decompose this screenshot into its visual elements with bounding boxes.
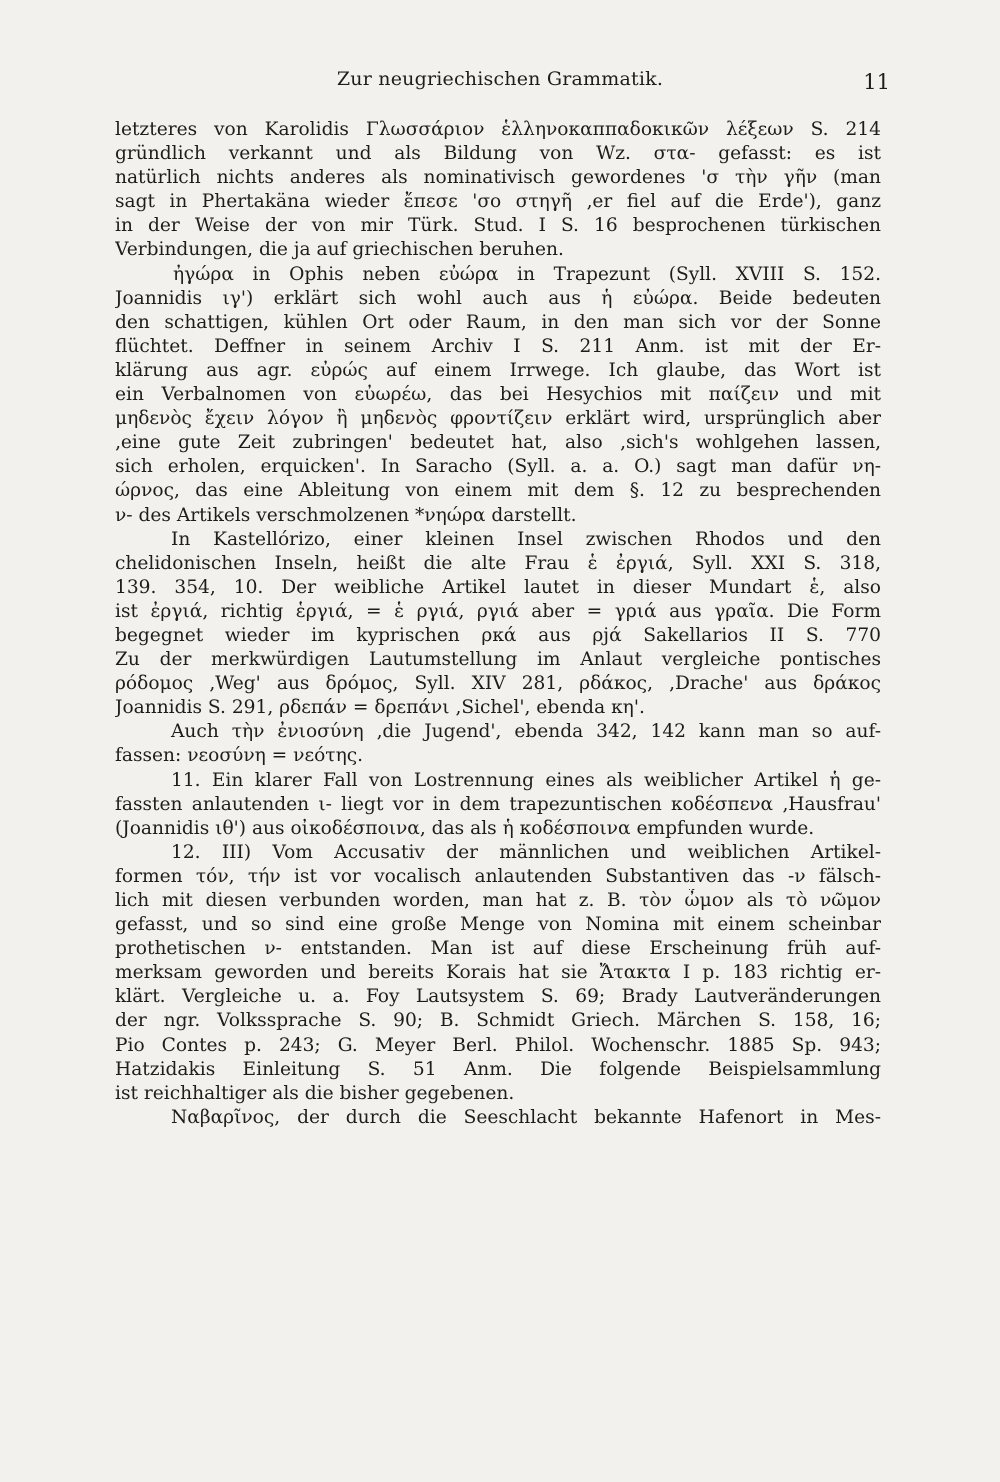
text-line: gefasst, und so sind eine große Menge von Nomina mit einem scheinbar — [115, 914, 881, 936]
text-line: Joannidis ιγ') erklärt sich wohl auch aus ἡ εὐώρα. Beide bedeuten — [115, 287, 881, 309]
text-line: ‚eine gute Zeit zubringen' bedeutet hat, also ‚sich's wohlgehen lassen, — [115, 432, 881, 454]
text-line: 139. 354, 10. Der weibliche Artikel lautet in dieser Mundart ἑ, also — [115, 576, 881, 598]
text-line: μηδενὸς ἔχειν λόγον ἢ μηδενὸς φροντίζειν erklärt wird, ursprünglich aber — [115, 408, 881, 430]
text-line: merksam geworden und bereits Korais hat sie Ἄτακτα I p. 183 richtig er- — [115, 962, 881, 984]
text-line: chelidonischen Inseln, heißt die alte Frau ἑ ἐργιά, Syll. XXI S. 318, — [115, 552, 881, 574]
text-line: der ngr. Volkssprache S. 90; B. Schmidt Griech. Märchen S. 158, 16; — [115, 1010, 881, 1032]
text-line: sich erholen, erquicken'. In Saracho (Syll. a. a. O.) sagt man dafür νη- — [115, 456, 881, 478]
text-line: ρόδομος ‚Weg' aus δρόμος, Syll. XIV 281, ρδάκος, ‚Drache' aus δράκος — [115, 673, 881, 695]
text-line: 12. III) Vom Accusativ der männlichen und weiblichen Artikel- — [171, 841, 881, 863]
text-line: Auch τὴν ἐνιοσύνη ‚die Jugend', ebenda 342, 142 kann man so auf- — [171, 721, 881, 743]
text-line: ein Verbalnomen von εὐωρέω, das bei Hesychios mit παίζειν und mit — [115, 384, 881, 406]
text-line: In Kastellórizo, einer kleinen Insel zwischen Rhodos und den — [171, 528, 881, 550]
text-line: 11. Ein klarer Fall von Lostrennung eines als weiblicher Artikel ἡ ge- — [171, 769, 881, 791]
text-line: Zu der merkwürdigen Lautumstellung im Anlaut vergleiche pontisches — [115, 649, 881, 671]
text-line: ist ἐργιά, richtig ἑργιά, = ἑ ργιά, ργιά aber = γριά aus γραῖα. Die Form — [115, 600, 881, 622]
text-line: natürlich nichts anderes als nominativisch gewordenes 'σ τὴν γῆν (man — [115, 167, 881, 189]
text-line: Hatzidakis Einleitung S. 51 Anm. Die folgende Beispielsammlung — [115, 1058, 881, 1080]
text-line: (Joannidis ιθ') aus οἰκοδέσποινα, das als ἡ κοδέσποινα empfunden wurde. — [115, 817, 815, 839]
text-line: fassten anlautenden ι- liegt vor in dem trapezuntischen κοδέσπενα ‚Hausfrau' — [115, 793, 881, 815]
text-line: den schattigen, kühlen Ort oder Raum, in den man sich vor der Sonne — [115, 311, 881, 333]
running-head: Zur neugriechischen Grammatik. — [336, 68, 664, 90]
text-line: gründlich verkannt und als Bildung von Wz. στα- gefasst: es ist — [115, 143, 881, 165]
text-line: fassen: νεοσύνη = νεότης. — [115, 745, 364, 767]
text-line: Ναβαρῖνος, der durch die Seeschlacht bekannte Hafenort in Mes- — [171, 1106, 881, 1128]
text-line: ώρνος, das eine Ableitung von einem mit dem §. 12 zu besprechenden — [115, 480, 881, 502]
text-line: formen τόν, τήν ist vor vocalisch anlautenden Substantiven das -ν fälsch- — [115, 865, 881, 887]
page-number: 11 — [863, 70, 890, 94]
text-line: in der Weise der von mir Türk. Stud. I S. 16 besprochenen türkischen — [115, 215, 881, 237]
text-line: lich mit diesen verbunden worden, man hat z. B. τὸν ὦμον als τὸ νῶμον — [115, 890, 881, 911]
text-line: ἠγώρα in Ophis neben εὐώρα in Trapezunt (Syll. XVIII S. 152. — [173, 263, 881, 285]
text-line: klärung aus agr. εὐρώς auf einem Irrwege. Ich glaube, das Wort ist — [115, 359, 881, 381]
text-line: Pio Contes p. 243; G. Meyer Berl. Philol. Wochenschr. 1885 Sp. 943; — [115, 1034, 881, 1056]
text-line: letzteres von Karolidis Γλωσσάριον ἑλληνοκαππαδοκικῶν λέξεων S. 214 — [115, 119, 881, 140]
text-line: begegnet wieder im kyprischen ρκά aus ρjά Sakellarios II S. 770 — [115, 624, 881, 646]
text-line: Verbindungen, die ja auf griechischen beruhen. — [115, 239, 564, 261]
body-text — [115, 118, 881, 1130]
text-line: flüchtet. Deffner in seinem Archiv I S. 211 Anm. ist mit der Er- — [115, 335, 881, 357]
text-line: sagt in Phertakäna wieder ἔπεσε 'σο στηγῆ ‚er fiel auf die Erde'), ganz — [115, 191, 881, 213]
text-line: prothetischen ν- entstanden. Man ist auf diese Erscheinung früh auf- — [115, 938, 881, 960]
text-line: ν- des Artikels verschmolzenen *νηώρα darstellt. — [115, 504, 577, 526]
text-line: klärt. Vergleiche u. a. Foy Lautsystem S. 69; Brady Lautveränderungen — [115, 986, 881, 1008]
text-line: ist reichhaltiger als die bisher gegebenen. — [115, 1082, 515, 1104]
page-header — [110, 64, 890, 98]
text-line: Joannidis S. 291, ρδεπάν = δρεπάνι ‚Sichel', ebenda κη'. — [115, 697, 645, 719]
